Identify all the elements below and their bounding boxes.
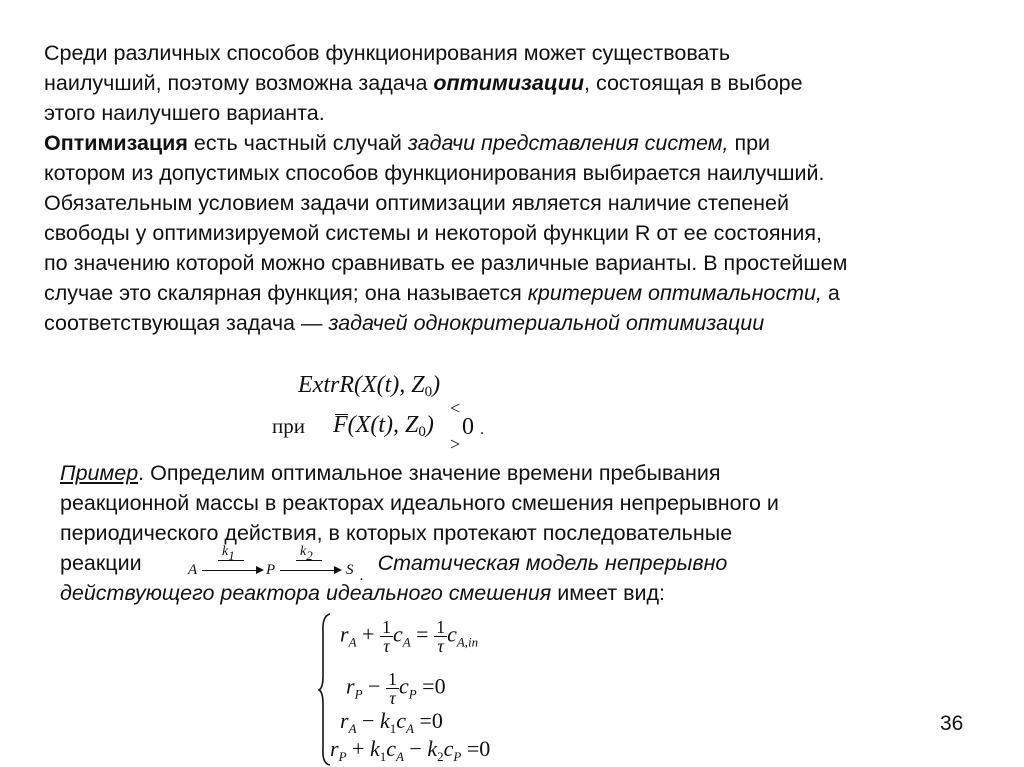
greater-than-sign: > bbox=[450, 434, 461, 454]
text-line bbox=[44, 158, 1004, 188]
sub: P bbox=[338, 749, 347, 764]
less-than-sign: < bbox=[450, 398, 461, 418]
k1-bar bbox=[218, 560, 244, 561]
num: 0 bbox=[479, 736, 491, 761]
emphasis-single-criterion: задачей однокритериальной оптимизации bbox=[328, 311, 765, 335]
k-subscript: 1 bbox=[228, 548, 235, 563]
sym: c bbox=[392, 621, 403, 647]
sym: c bbox=[396, 708, 406, 733]
den: τ bbox=[389, 688, 396, 708]
formula-condition-word: при bbox=[272, 414, 305, 438]
text-line bbox=[44, 308, 1004, 338]
sub: 1 bbox=[379, 749, 387, 764]
num: 1 bbox=[381, 617, 391, 637]
species-P: P bbox=[266, 562, 276, 578]
text: случае это скалярная функция; она называется bbox=[44, 281, 528, 305]
text-line bbox=[44, 188, 1004, 218]
equation-4 bbox=[330, 736, 490, 765]
op: = bbox=[419, 708, 432, 733]
emphasis-static-model: Статическая модель непрерывно bbox=[377, 551, 728, 575]
formula-text: ) bbox=[425, 412, 434, 438]
text: Среди различных способов функционирования может существовать bbox=[44, 41, 731, 65]
op: + bbox=[362, 621, 375, 647]
sym: r bbox=[346, 673, 355, 699]
sym: c bbox=[447, 621, 457, 647]
sym: c bbox=[398, 673, 409, 699]
text: а bbox=[821, 281, 840, 305]
den: τ bbox=[383, 636, 390, 656]
page-number: 36 bbox=[940, 712, 964, 735]
text: котором из допустимых способов функционирования выбирается наилучший. bbox=[44, 161, 825, 185]
reaction-scheme bbox=[188, 544, 368, 584]
text-line bbox=[44, 68, 1004, 98]
fraction bbox=[386, 670, 399, 707]
formula-text: ExtrR(X(t), Z bbox=[298, 372, 425, 398]
example-paragraph bbox=[60, 458, 1020, 608]
formula-text: 0 bbox=[462, 414, 474, 440]
formula-zero bbox=[462, 414, 484, 441]
equation-1 bbox=[340, 618, 478, 655]
text: , состоящая в выборе bbox=[584, 71, 803, 95]
text: свободы у оптимизируемой системы и некоторой функции R от ее состояния, bbox=[44, 221, 822, 245]
term-optimization: Оптимизация bbox=[44, 131, 188, 155]
definition-paragraph bbox=[44, 38, 1004, 338]
text: наилучший, поэтому возможна задача bbox=[44, 71, 434, 95]
k2-bar bbox=[296, 560, 322, 561]
op: = bbox=[422, 673, 435, 699]
sub: P bbox=[354, 686, 363, 702]
den: τ bbox=[437, 636, 444, 656]
emphasis-optimization: оптимизации bbox=[433, 71, 585, 95]
example-label: Пример bbox=[60, 461, 139, 485]
formula-subscript: 0 bbox=[418, 424, 426, 440]
formula-text: (X(t), Z bbox=[347, 412, 419, 438]
arrow-icon bbox=[280, 570, 340, 571]
text: реакционной массы в реакторах идеального смешения непрерывного и bbox=[60, 491, 779, 515]
text: при bbox=[728, 131, 771, 155]
formula-dot: . bbox=[480, 421, 484, 438]
species-S: S bbox=[346, 562, 354, 578]
sym: k bbox=[379, 708, 390, 733]
emphasis-criterion: критерием оптимальности, bbox=[527, 281, 822, 305]
sub: A bbox=[348, 721, 357, 736]
sym: k bbox=[427, 736, 438, 761]
sym: r bbox=[340, 708, 349, 733]
text: имеет вид: bbox=[551, 581, 666, 605]
sym: c bbox=[386, 736, 396, 761]
num: 1 bbox=[436, 617, 446, 637]
emphasis-reactor: действующего реактора идеального смешения bbox=[60, 581, 552, 605]
k-letter: k bbox=[222, 544, 229, 559]
sym: k bbox=[369, 736, 380, 761]
formula-extremum bbox=[298, 372, 440, 401]
op: = bbox=[416, 621, 429, 647]
text-line bbox=[44, 128, 1004, 158]
op: − bbox=[409, 736, 422, 761]
text: соответствующая задача — bbox=[44, 311, 329, 335]
text: Обязательным условием задачи оптимизации является наличие степеней bbox=[44, 191, 790, 215]
text: реакции bbox=[60, 551, 142, 575]
sub: A bbox=[395, 749, 404, 764]
text: есть частный случай bbox=[187, 131, 408, 155]
op: + bbox=[352, 736, 365, 761]
text-line bbox=[44, 278, 1004, 308]
text-line bbox=[44, 248, 1004, 278]
text-line bbox=[44, 218, 1004, 248]
text-line bbox=[60, 488, 1020, 518]
text-line bbox=[60, 458, 1020, 488]
fraction bbox=[380, 618, 393, 655]
text: . Определим оптимальное значение времени пребывания bbox=[138, 461, 721, 485]
sub: 2 bbox=[437, 749, 444, 764]
formula-relation bbox=[450, 400, 460, 452]
text: периодического действия, в которых протекают последовательные bbox=[60, 521, 733, 545]
rate-constant-k1 bbox=[222, 544, 235, 564]
text: этого наилучшего варианта. bbox=[44, 101, 325, 125]
op: = bbox=[466, 736, 480, 761]
sub: P bbox=[408, 686, 417, 702]
op: − bbox=[368, 673, 381, 699]
fraction bbox=[434, 618, 447, 655]
formula-text: ) bbox=[432, 372, 441, 398]
text: по значению которой можно сравнивать ее различные варианты. В простейшем bbox=[44, 251, 848, 275]
text-line bbox=[44, 98, 1004, 128]
sub: A,in bbox=[456, 634, 479, 650]
sub: A bbox=[405, 721, 414, 736]
sym: r bbox=[330, 736, 339, 761]
equation-2 bbox=[346, 670, 446, 707]
species-A: A bbox=[188, 562, 198, 578]
k-letter: k bbox=[300, 544, 307, 559]
formula-subscript: 0 bbox=[424, 384, 433, 400]
emphasis-system-representation: задачи представления систем, bbox=[407, 131, 729, 155]
num: 1 bbox=[387, 669, 397, 689]
sub: 1 bbox=[389, 721, 397, 736]
op: − bbox=[362, 708, 375, 733]
num: 0 bbox=[434, 673, 446, 699]
arrow-icon bbox=[202, 570, 262, 571]
sub: A bbox=[402, 634, 411, 650]
sub: A bbox=[348, 634, 357, 650]
formula-vector-F: F bbox=[333, 412, 348, 438]
num: 0 bbox=[431, 708, 443, 733]
text-line bbox=[44, 38, 1004, 68]
sub: P bbox=[453, 749, 462, 764]
equation-3 bbox=[340, 708, 443, 737]
reaction-dot: . bbox=[360, 568, 364, 584]
sym: c bbox=[443, 736, 454, 761]
rate-constant-k2 bbox=[300, 544, 313, 564]
sym: r bbox=[340, 621, 349, 647]
k-subscript: 2 bbox=[306, 548, 313, 563]
formula-constraint bbox=[333, 412, 434, 441]
equation-system bbox=[318, 612, 548, 767]
